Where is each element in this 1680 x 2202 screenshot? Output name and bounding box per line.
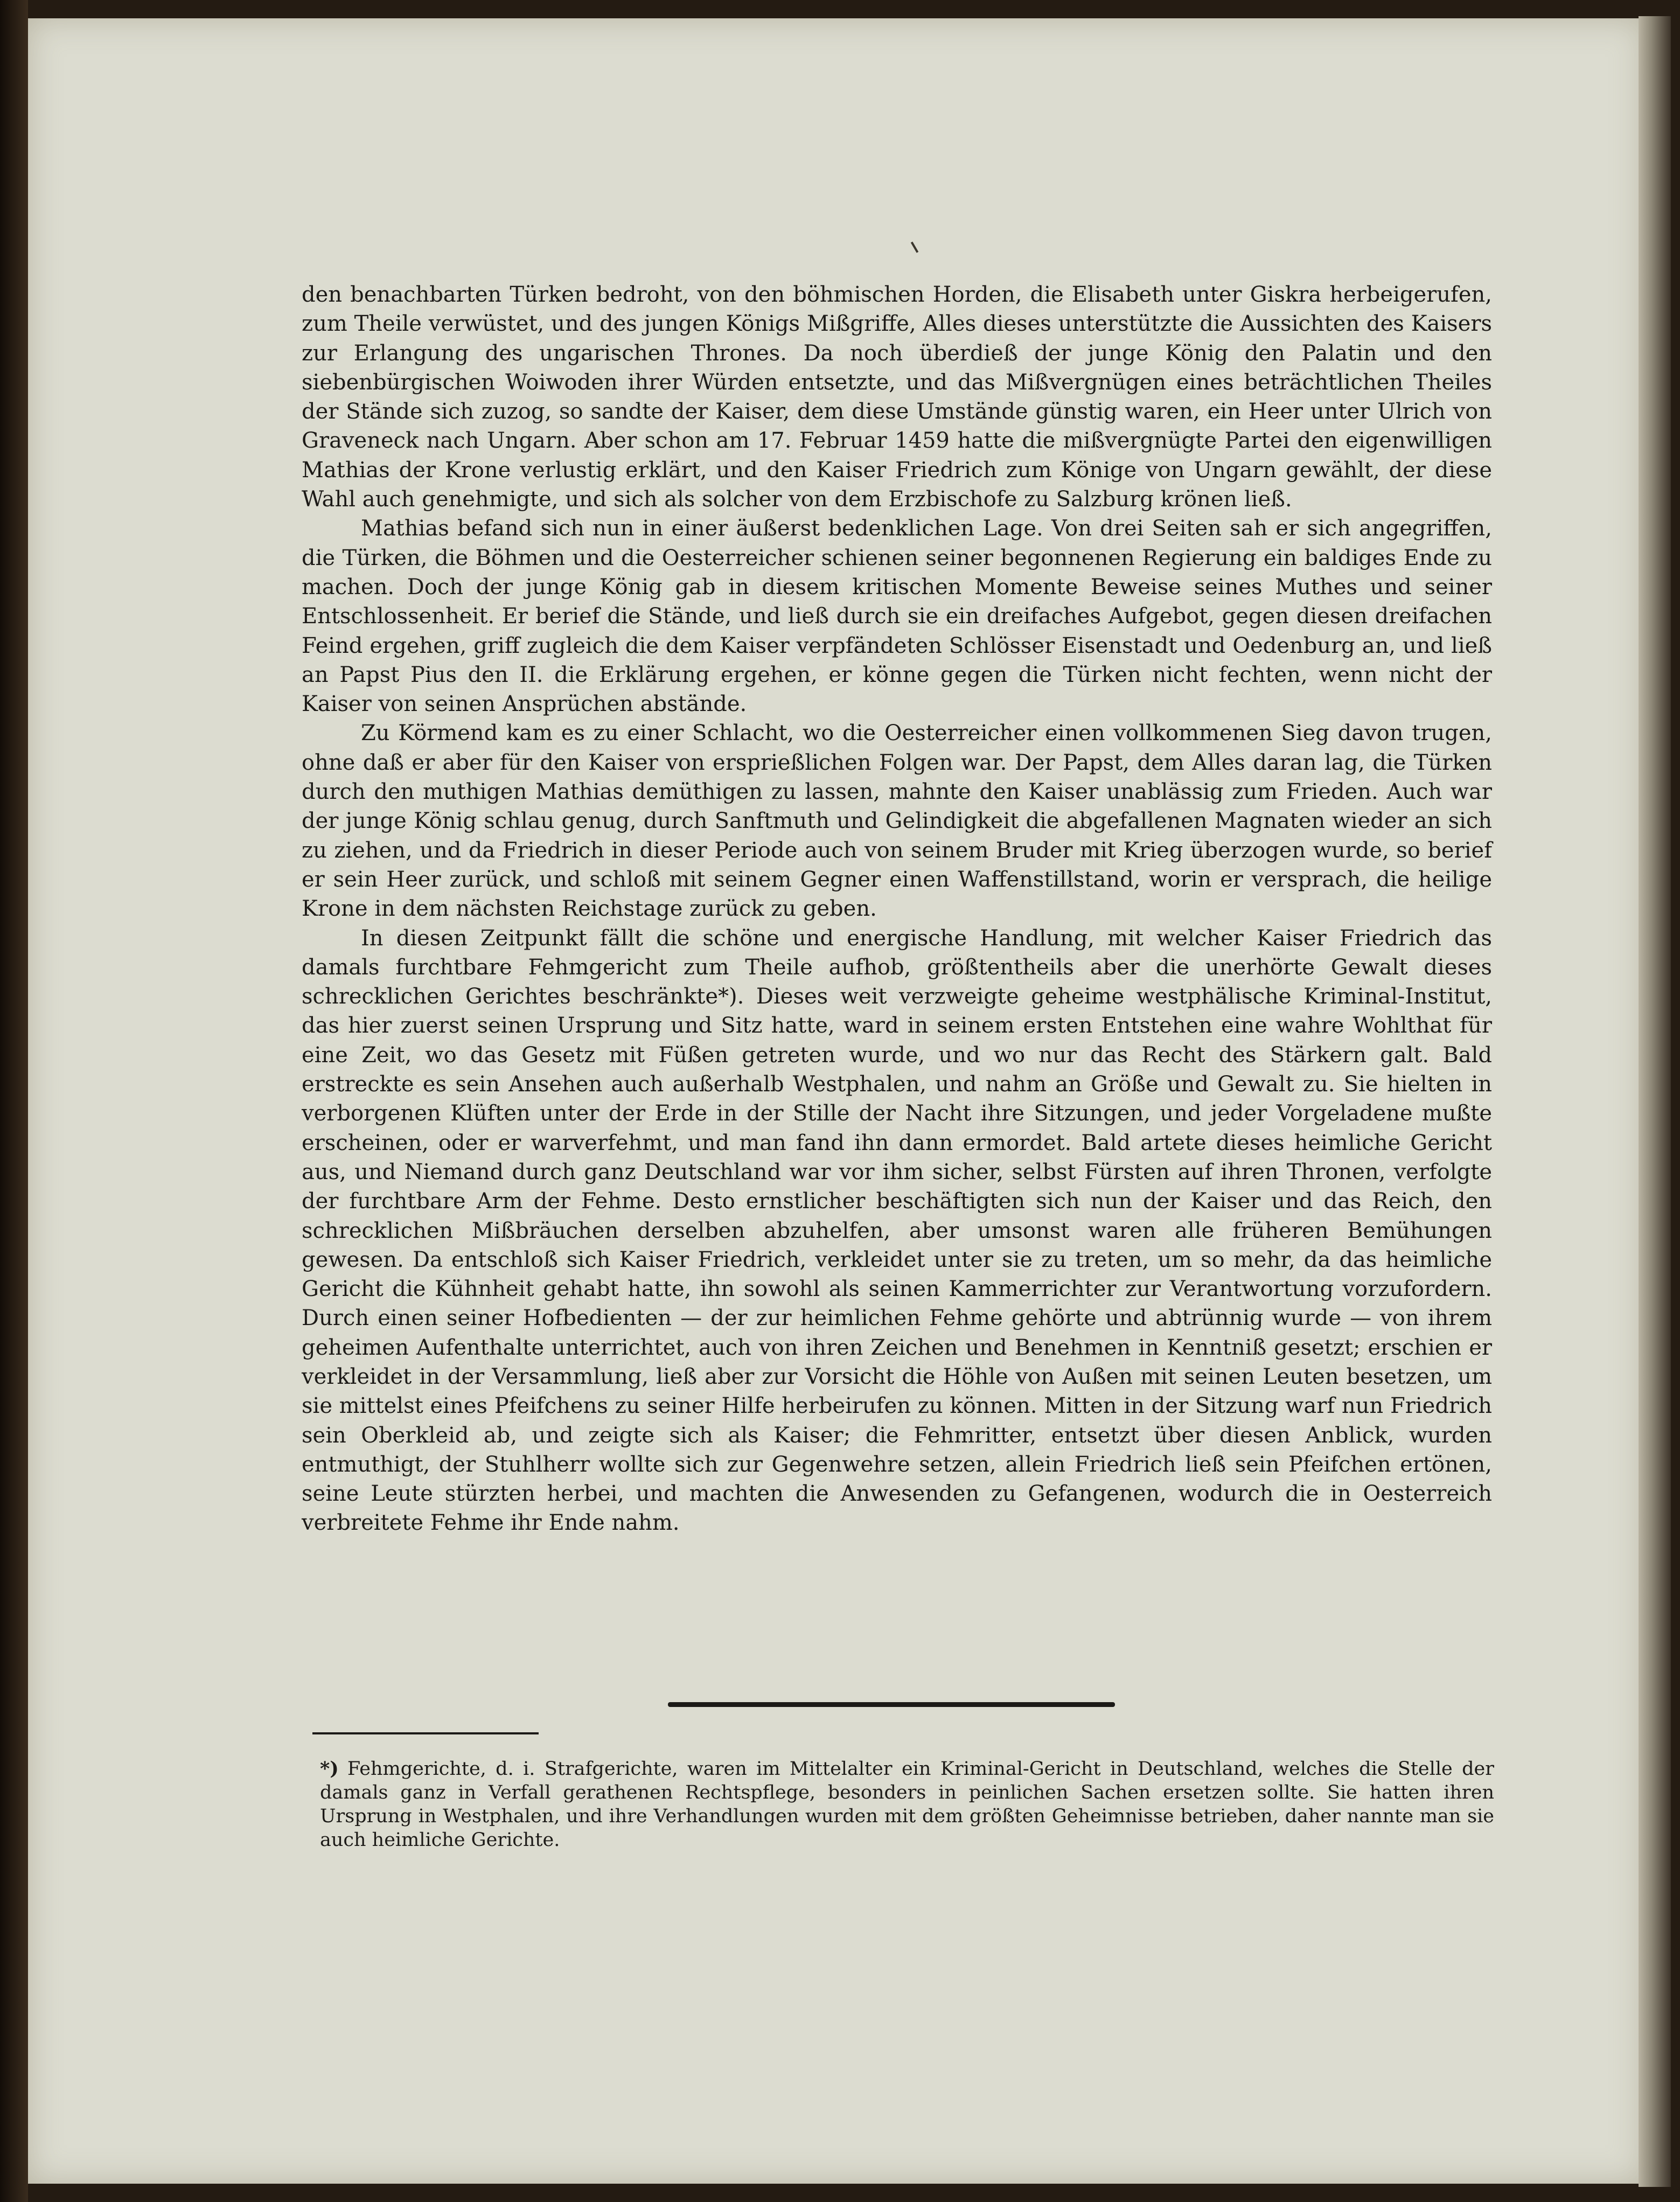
paragraph-1: den benachbarten Türken bedroht, von den böhmischen Horden, die Elisabeth unter Giskra herbeigerufen, zum Theile verwüstet, und des jungen Königs Mißgriffe, Alles dieses unterstützte die Aussichten des Kaisers zur Erlangung des ungarischen Thrones. Da noch überdieß der junge König den Palatin und den siebenbürgischen Woiwoden ihrer Würden entsetzte, und das Mißvergnügen eines beträchtlichen Theiles der Stände sich zuzog, so sandte der Kaiser, dem diese Umstände günstig waren, ein Heer unter Ulrich von Graveneck nach Ungarn. Aber schon am 17. Februar 1459 hatte die mißvergnügte Partei den eigenwilligen Mathias der Krone verlustig erklärt, und den Kaiser Friedrich zum Könige von Ungarn gewählt, der diese Wahl auch genehmigte, und sich als solcher von dem Erzbischofe zu Salzburg krönen ließ. [302, 282, 1492, 512]
book-binding-shadow [0, 0, 28, 2202]
paragraph-2: Mathias befand sich nun in einer äußerst bedenklichen Lage. Von drei Seiten sah er sich angegriffen, die Türken, die Böhmen und die Oesterreicher schienen seiner begonnenen Regierung ein baldiges Ende zu machen. Doch der junge König gab in diesem kritischen Momente Beweise seines Muthes und seiner Entschlossenheit. Er berief die Stände, und ließ durch sie ein dreifaches Aufgebot, gegen diesen dreifachen Feind ergehen, griff zugleich die dem Kaiser verpfändeten Schlösser Eisenstadt und Oedenburg an, und ließ an Papst Pius den II. die Erklärung ergehen, er könne gegen die Türken nicht fechten, wenn nicht der Kaiser von seinen Ansprüchen abstände. [302, 516, 1492, 717]
section-divider [668, 1702, 1115, 1707]
main-text [302, 280, 1492, 1538]
footnote [320, 1757, 1494, 1852]
paragraph-3: Zu Körmend kam es zu einer Schlacht, wo die Oesterreicher einen vollkommenen Sieg davon trugen, ohne daß er aber für den Kaiser von ersprießlichen Folgen war. Der Papst, dem Alles daran lag, die Türken durch den muthigen Mathias demüthigen zu lassen, mahnte den Kaiser unablässig zum Frieden. Auch war der junge König schlau genug, durch Sanftmuth und Gelindigkeit die abgefallenen Magnaten wieder an sich zu ziehen, und da Friedrich in dieser Periode auch von seinem Bruder mit Krieg überzogen wurde, so berief er sein Heer zurück, und schloß mit seinem Gegner einen Waffenstillstand, worin er versprach, die heilige Krone in dem nächsten Reichstage zurück zu geben. [302, 721, 1492, 922]
footnote-rule [312, 1732, 539, 1734]
page-edge [1639, 16, 1671, 2187]
footnote-text: Fehmgerichte, d. i. Strafgerichte, waren im Mittelalter ein Kriminal-Gericht in Deutschland, welches die Stelle der damals ganz in Verfall gerathenen Rechtspflege, besonders in peinlichen Sachen ersetzen sollte. Sie hatten ihren Ursprung in Westphalen, und ihre Verhandlungen wurden mit dem größten Geheimnisse betrieben, daher nannte man sie auch heimliche Gerichte. [320, 1758, 1494, 1851]
paragraph-4: In diesen Zeitpunkt fällt die schöne und energische Handlung, mit welcher Kaiser Friedrich das damals furchtbare Fehmgericht zum Theile aufhob, größtentheils aber die unerhörte Gewalt dieses schrecklichen Gerichtes beschränkte*). Dieses weit verzweigte geheime westphälische Kriminal-Institut, das hier zuerst seinen Ursprung und Sitz hatte, ward in seinem ersten Entstehen eine wahre Wohlthat für eine Zeit, wo das Gesetz mit Füßen getreten wurde, und wo nur das Recht des Stärkern galt. Bald erstreckte es sein Ansehen auch außerhalb Westphalen, und nahm an Größe und Gewalt zu. Sie hielten in verborgenen Klüften unter der Erde in der Stille der Nacht ihre Sitzungen, und jeder Vorgeladene mußte erscheinen, oder er warverfehmt, und man fand ihn dann ermordet. Bald artete dieses heimliche Gericht aus, und Niemand durch ganz Deutschland war vor ihm sicher, selbst Fürsten auf ihren Thronen, verfolgte der furchtbare Arm der Fehme. Desto ernstlicher beschäftigten sich nun der Kaiser und das Reich, den schrecklichen Mißbräuchen derselben abzuhelfen, aber umsonst waren alle früheren Bemühungen gewesen. Da entschloß sich Kaiser Friedrich, verkleidet unter sie zu treten, um so mehr, da das heimliche Gericht die Kühnheit gehabt hatte, ihn sowohl als seinen Kammerrichter zur Verantwortung vorzufordern. Durch einen seiner Hofbedienten — der zur heimlichen Fehme gehörte und abtrünnig wurde — von ihrem geheimen Aufenthalte unterrichtet, auch von ihren Zeichen und Benehmen in Kenntniß gesetzt; erschien er verkleidet in der Versammlung, ließ aber zur Vorsicht die Höhle von Außen mit seinen Leuten besetzen, um sie mittelst eines Pfeifchens zu seiner Hilfe herbeirufen zu können. Mitten in der Sitzung warf nun Friedrich sein Oberkleid ab, und zeigte sich als Kaiser; die Fehmritter, entsetzt über diesen Anblick, wurden entmuthigt, der Stuhlherr wollte sich zur Gegenwehre setzen, allein Friedrich ließ sein Pfeifchen ertönen, seine Leute stürzten herbei, und machten die Anwesenden zu Gefangenen, wodurch die in Oesterreich verbreitete Fehme ihr Ende nahm. [302, 925, 1492, 1536]
footnote-marker: *) [320, 1758, 339, 1780]
